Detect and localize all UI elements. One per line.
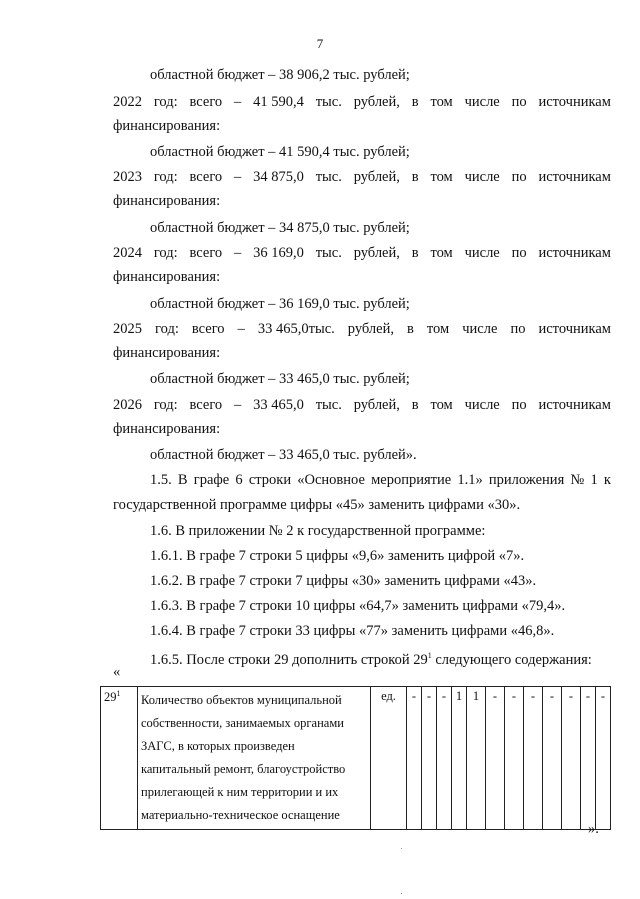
word: –: [234, 397, 242, 413]
word: числе: [464, 169, 500, 185]
value-cell: -: [596, 687, 611, 830]
word: числе: [464, 245, 500, 261]
word: –: [234, 245, 242, 261]
word: рублей,: [347, 321, 394, 337]
word: источникам: [538, 397, 611, 413]
word: по: [510, 321, 526, 337]
text-line: государственной программе цифры «45» заменить цифрами «30».: [113, 497, 521, 513]
text-line: финансирования:: [113, 118, 221, 134]
text-line: 1.6. В приложении № 2 к государственной программе:: [150, 523, 486, 539]
word: источникам: [538, 169, 611, 185]
word: источникам: [538, 245, 611, 261]
word: –: [237, 321, 245, 337]
value-cell: -: [422, 687, 437, 830]
word: 33 465,0: [253, 397, 304, 413]
text-line-justified: [113, 396, 611, 414]
text-line: 1.6.1. В графе 7 строки 5 цифры «9,6» заменить цифрой «7».: [150, 548, 525, 564]
word: всего: [189, 397, 223, 413]
word: 1.1»: [457, 472, 483, 488]
word: всего: [191, 321, 225, 337]
text-line-justified: [113, 320, 611, 338]
word: 1.5.: [150, 472, 172, 488]
word: –: [234, 169, 242, 185]
word: 2022: [113, 94, 142, 110]
text-fragment: 1.6.5. После строки 29 дополнить строкой 29: [150, 651, 428, 668]
word: в: [411, 94, 419, 110]
word: тыс.: [315, 94, 342, 110]
word: год:: [155, 321, 179, 337]
word: по: [511, 94, 527, 110]
word: числе: [464, 397, 500, 413]
word: графе: [193, 472, 230, 488]
word: приложения: [488, 472, 565, 488]
text-line: областной бюджет – 41 590,4 тыс. рублей;: [150, 144, 410, 160]
text-line: областной бюджет – 34 875,0 тыс. рублей;: [150, 220, 410, 236]
unit-cell: ед.: [371, 687, 407, 830]
word: «Основное: [297, 472, 365, 488]
word: 6: [235, 472, 243, 488]
text-line: областной бюджет – 38 906,2 тыс. рублей;: [150, 67, 410, 83]
word: 2024: [113, 245, 142, 261]
word: год:: [153, 245, 178, 261]
closing-quote: ».: [588, 821, 599, 837]
value-cell: -: [486, 687, 505, 830]
value-cell: -: [524, 687, 543, 830]
text-line: финансирования:: [113, 421, 221, 437]
text-line: 1.6.2. В графе 7 строки 7 цифры «30» заменить цифрами «43».: [150, 573, 537, 589]
word: рублей,: [353, 94, 400, 110]
word: 2026: [113, 397, 142, 413]
word: год:: [153, 397, 178, 413]
scan-speck: [401, 848, 402, 849]
word: числе: [464, 94, 500, 110]
word: источникам: [538, 321, 611, 337]
word: строки: [248, 472, 292, 488]
word: тыс.: [315, 245, 342, 261]
text-line: финансирования:: [113, 269, 221, 285]
scan-speck: [401, 893, 402, 894]
text-line: 1.6.3. В графе 7 строки 10 цифры «64,7» заменить цифрами «79,4».: [150, 598, 566, 614]
word: В: [177, 472, 188, 488]
word: по: [511, 169, 527, 185]
value-cell: -: [437, 687, 452, 830]
word: всего: [189, 245, 223, 261]
text-line: 1.6.4. В графе 7 строки 33 цифры «77» заменить цифрами «46,8».: [150, 623, 555, 639]
row-number-cell: [101, 687, 138, 830]
word: в: [407, 321, 414, 337]
value-cell: -: [505, 687, 524, 830]
value-cell: -: [581, 687, 596, 830]
text-fragment: следующего содержания:: [431, 651, 592, 668]
word: 1: [590, 472, 598, 488]
word: рублей,: [353, 245, 400, 261]
text-line: областной бюджет – 33 465,0 тыс. рублей;: [150, 371, 410, 387]
word: 41 590,4: [253, 94, 304, 110]
text-line: финансирования:: [113, 193, 221, 209]
value-cell: 1: [467, 687, 486, 830]
inserted-row-table: [100, 686, 611, 830]
word: в: [411, 245, 419, 261]
word: год:: [153, 169, 178, 185]
text-line: областной бюджет – 36 169,0 тыс. рублей;: [150, 296, 410, 312]
text-line-justified: [113, 168, 611, 186]
word: в: [411, 169, 419, 185]
word: том: [430, 245, 453, 261]
word: 34 875,0: [253, 169, 304, 185]
text-line: [150, 647, 592, 669]
word: мероприятие: [371, 472, 452, 488]
word: том: [430, 397, 453, 413]
indicator-description-cell: Количество объектов муниципальной собственности, занимаемых органами ЗАГС, в которых произведен капитальный ремонт, благоустройство прилегающей к ним территории и их материально-техническое оснащение: [138, 687, 371, 830]
word: 2023: [113, 169, 142, 185]
word: –: [234, 94, 242, 110]
text-line-justified: [113, 93, 611, 111]
word: том: [426, 321, 450, 337]
word: тыс.: [315, 397, 342, 413]
text-line: областной бюджет – 33 465,0 тыс. рублей».: [150, 447, 417, 463]
word: 36 169,0: [253, 245, 304, 261]
row-number: 29: [104, 690, 117, 705]
word: рублей,: [353, 397, 400, 413]
text-line-justified: [113, 244, 611, 262]
word: тыс.: [315, 169, 342, 185]
word: источникам: [538, 94, 611, 110]
word: том: [430, 169, 453, 185]
word: по: [511, 245, 527, 261]
word: том: [430, 94, 453, 110]
word: к: [603, 472, 611, 488]
value-cell: -: [543, 687, 562, 830]
superscript: 1: [427, 651, 432, 660]
value-cell: -: [407, 687, 422, 830]
page-number: 7: [316, 36, 324, 51]
word: числе: [462, 321, 498, 337]
value-cell: 1: [452, 687, 467, 830]
word: в: [411, 397, 419, 413]
text-line-justified: [150, 471, 611, 489]
word: №: [570, 472, 585, 488]
word: всего: [189, 94, 223, 110]
word: 33 465,0тыс.: [257, 321, 335, 337]
row-number-sup: 1: [116, 689, 121, 698]
word: по: [511, 397, 527, 413]
word: год:: [153, 94, 178, 110]
text-line: финансирования:: [113, 345, 221, 361]
opening-quote: «: [113, 664, 121, 680]
word: всего: [189, 169, 223, 185]
value-cell: -: [562, 687, 581, 830]
word: рублей,: [353, 169, 400, 185]
word: 2025: [113, 321, 142, 337]
table-row: [101, 687, 611, 830]
